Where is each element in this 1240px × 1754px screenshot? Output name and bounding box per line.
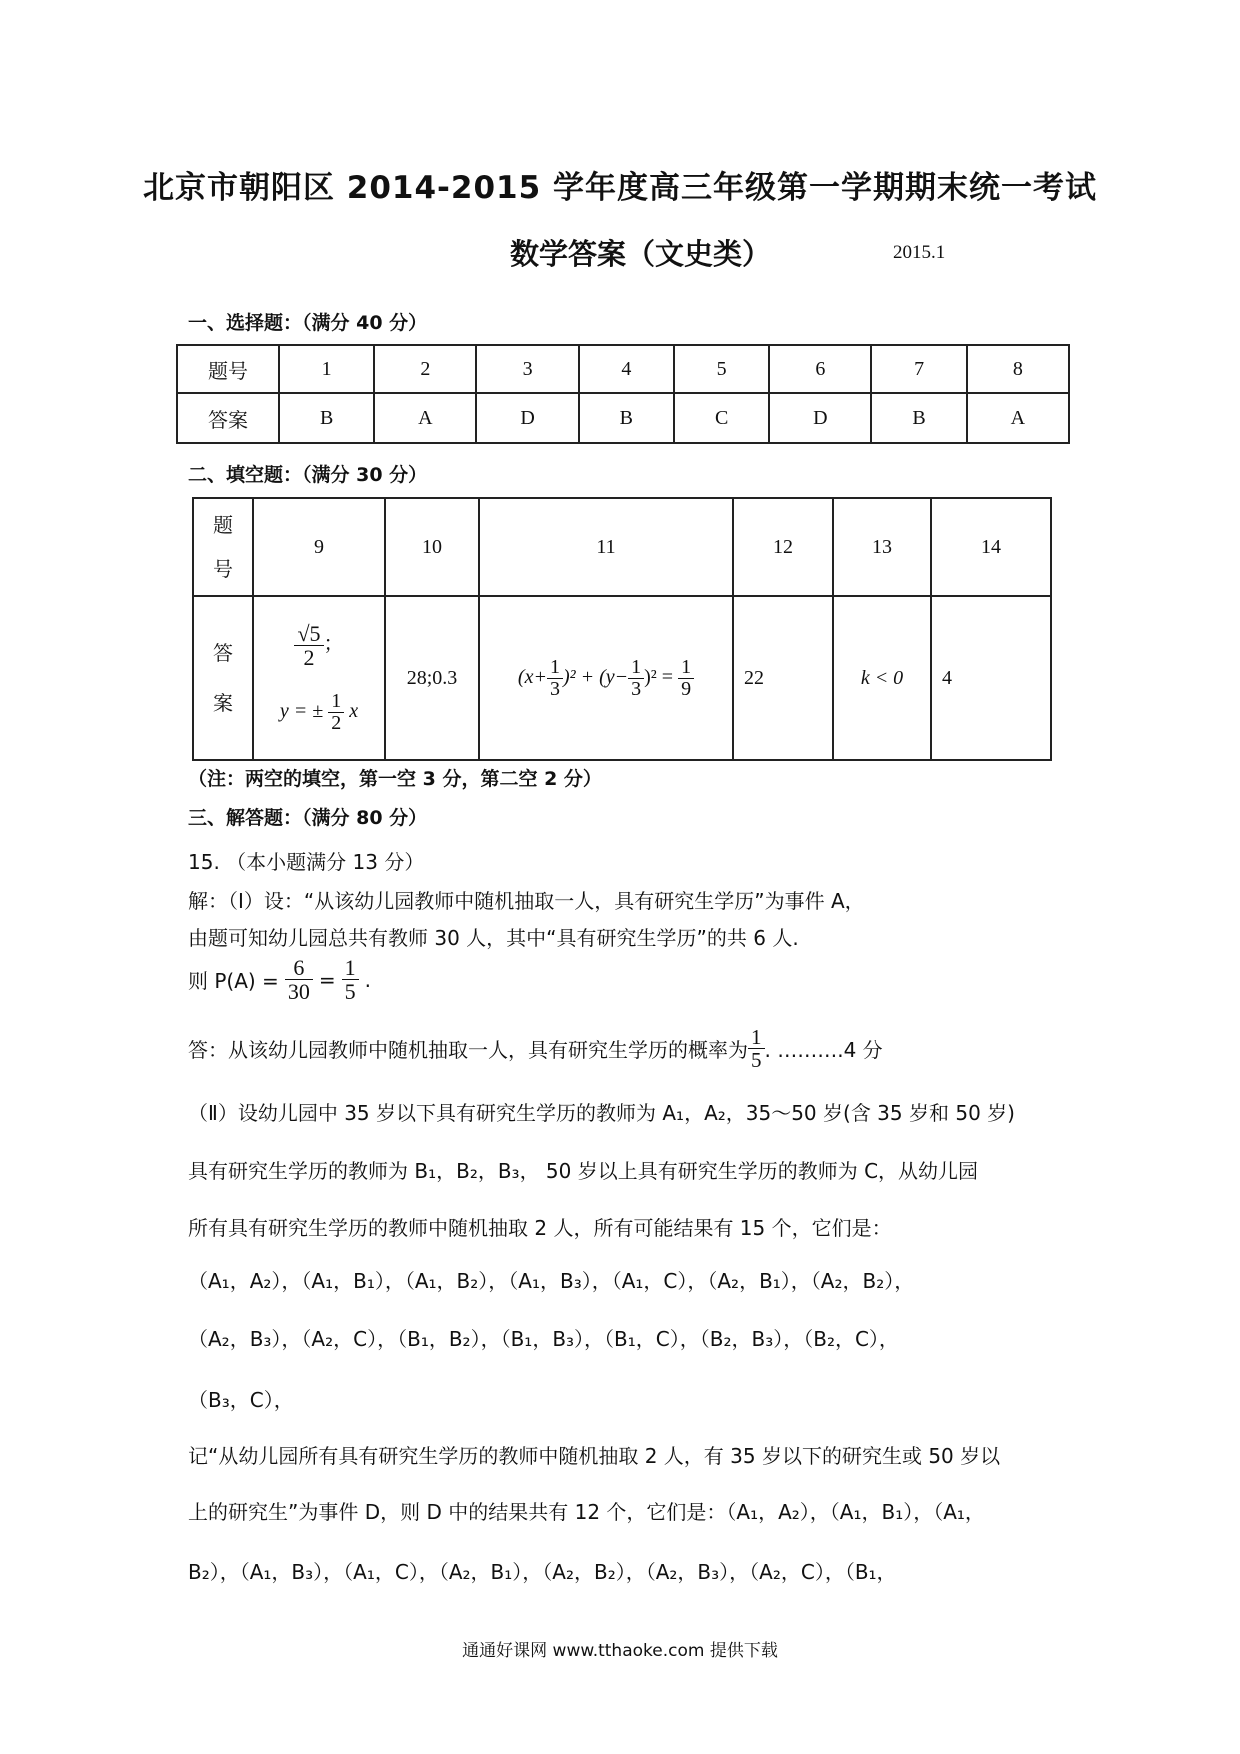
fill-number: 14 (931, 498, 1051, 596)
choice-number: 3 (476, 345, 578, 393)
page-subtitle: 数学答案（文史类） (510, 237, 772, 271)
separator: ； (323, 631, 344, 656)
answer-13: k < 0 (833, 596, 931, 760)
fraction-1-over-5: $\frac{1}{5}$ (342, 956, 359, 1003)
outcome-list-line: （A₁，A₂），（A₁，B₁），（A₁，B₂），（A₁，B₃），（A₁，C），（A₂，B₁），（A₂，B₂）， (188, 1269, 915, 1293)
outcome-list-line: （B₃，C）， (188, 1388, 294, 1412)
choice-answer: B (279, 393, 374, 443)
fill-number: 11 (479, 498, 733, 596)
fraction-1-over-5: $\frac{1}{5}$ (748, 1026, 765, 1071)
choice-number: 5 (674, 345, 769, 393)
question-15-title: 15. （本小题满分 13 分） (188, 850, 425, 874)
answer-12: 22 (733, 596, 833, 760)
fill-blank-table (192, 497, 1052, 761)
choice-answer: D (769, 393, 871, 443)
fraction-one-half: $\frac{1}{2}$ (328, 691, 344, 734)
footer-source: 通通好课网 www.tthaoke.com 提供下载 (462, 1641, 778, 1661)
solution-line: 解：（Ⅰ）设：“从该幼儿园教师中随机抽取一人，具有研究生学历”为事件 A， (188, 889, 865, 913)
fill-number-row (193, 498, 1051, 596)
answer-char: 答 (213, 641, 233, 665)
solution-line: 具有研究生学历的教师为 B₁，B₂，B₃， 50 岁以上具有研究生学历的教师为 C，从幼儿园 (188, 1159, 979, 1183)
fill-note: （注：两空的填空，第一空 3 分，第二空 2 分） (188, 768, 602, 790)
answer-line-part1: 答：从该幼儿园教师中随机抽取一人，具有研究生学历的概率为 $\frac{1}{5}$ . ……….4 分 (188, 1025, 883, 1073)
choice-answer: D (476, 393, 578, 443)
choice-answer: A (967, 393, 1069, 443)
choice-answer-table (176, 344, 1070, 444)
solution-line: 由题可知幼儿园总共有教师 30 人，其中“具有研究生学历”的共 6 人. (188, 926, 799, 950)
row-header-label: 题号 (177, 345, 279, 393)
choice-number-row (177, 345, 1069, 393)
header-char: 题 (213, 513, 233, 537)
answer-char: 案 (213, 691, 233, 715)
choice-answer: C (674, 393, 769, 443)
header-char: 号 (213, 557, 233, 581)
section1-heading: 一、选择题：（满分 40 分） (188, 312, 428, 334)
choice-number: 8 (967, 345, 1069, 393)
fill-answer-row (193, 596, 1051, 760)
answer-10: 28;0.3 (385, 596, 479, 760)
asymptote-suffix: x (349, 700, 359, 723)
choice-number: 4 (579, 345, 674, 393)
fraction-one-third: $\frac{1}{3}$ (628, 657, 644, 700)
page-title: 北京市朝阳区 2014-2015 学年度高三年级第一学期期末统一考试 (142, 170, 1097, 206)
fill-number: 9 (253, 498, 385, 596)
solution-line: 记“从幼儿园所有具有研究生学历的教师中随机抽取 2 人，有 35 岁以下的研究生或 50 岁以 (188, 1444, 1001, 1468)
section2-heading: 二、填空题：（满分 30 分） (188, 464, 428, 486)
answer-9 (253, 596, 385, 760)
exam-date: 2015.1 (893, 242, 946, 263)
solution-line: 上的研究生”为事件 D，则 D 中的结果共有 12 个，它们是：（A₁，A₂），（A₁，B₁），（A₁， (188, 1500, 985, 1524)
fill-answer-label (193, 596, 253, 760)
fill-header-label (193, 498, 253, 596)
choice-answer: B (871, 393, 966, 443)
fraction-sqrt5-over-2: $\frac{√5}{2}$ (294, 622, 323, 669)
fill-number: 10 (385, 498, 479, 596)
choice-answer: B (579, 393, 674, 443)
fraction-6-over-30: $\frac{6}{30}$ (285, 956, 313, 1003)
answer-14: 4 (931, 596, 1051, 760)
fraction-one-ninth: $\frac{1}{9}$ (678, 657, 694, 700)
probability-formula: 则 P(A) = $\frac{6}{30}$ = $\frac{1}{5}$ . (188, 955, 371, 1005)
section3-heading: 三、解答题：（满分 80 分） (188, 807, 428, 829)
choice-number: 1 (279, 345, 374, 393)
choice-number: 7 (871, 345, 966, 393)
outcome-list-line: （A₂，B₃），（A₂，C），（B₁，B₂），（B₁，B₃），（B₁，C），（B₂，B₃），（B₂，C）， (188, 1327, 899, 1351)
choice-number: 2 (374, 345, 476, 393)
fill-number: 13 (833, 498, 931, 596)
choice-answer: A (374, 393, 476, 443)
answer-11: (x+ $\frac{1}{3}$ )² + (y− $\frac{1}{3}$ )² = $\frac{1}{9}$ (479, 596, 733, 760)
choice-number: 6 (769, 345, 871, 393)
choice-answer-row (177, 393, 1069, 443)
outcome-list-line: B₂），（A₁，B₃），（A₁，C），（A₂，B₁），（A₂，B₂），（A₂，B₃），（A₂，C），（B₁， (188, 1560, 897, 1584)
fraction-one-third: $\frac{1}{3}$ (547, 657, 563, 700)
row-answer-label: 答案 (177, 393, 279, 443)
solution-line: 所有具有研究生学历的教师中随机抽取 2 人，所有可能结果有 15 个，它们是： (188, 1216, 892, 1240)
asymptote-prefix: y = ± (279, 700, 324, 723)
solution-line: （Ⅱ）设幼儿园中 35 岁以下具有研究生学历的教师为 A₁，A₂，35～50 岁(含 35 岁和 50 岁) (188, 1101, 1015, 1125)
fill-number: 12 (733, 498, 833, 596)
